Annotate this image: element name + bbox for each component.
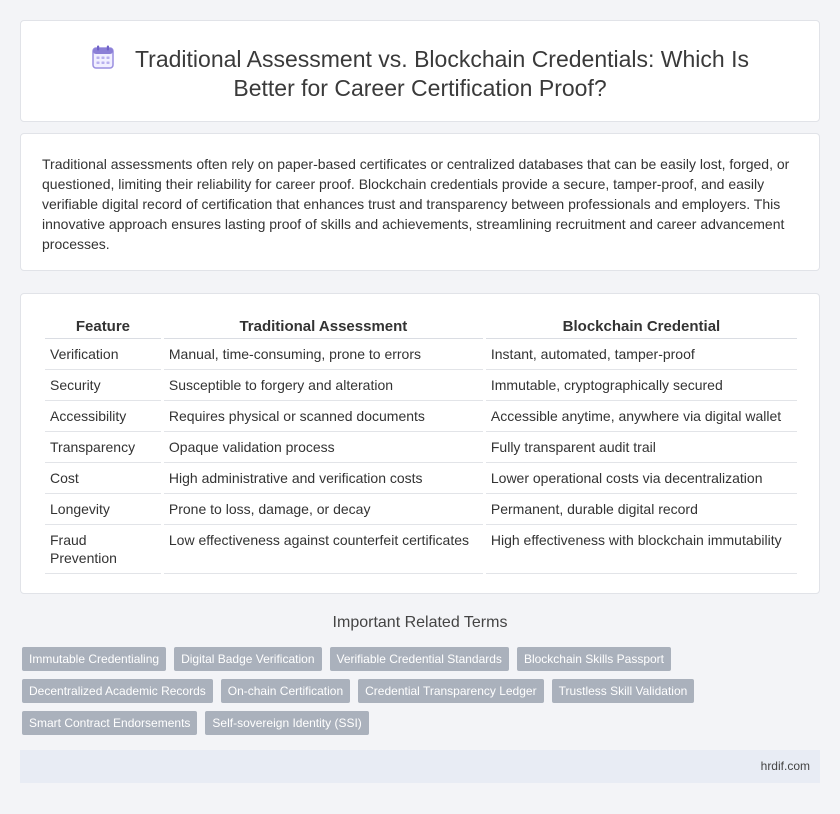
tag-decentralized-academic-records[interactable]: Decentralized Academic Records [22,679,213,703]
traditional-cell: Low effectiveness against counterfeit certificates [164,525,483,574]
blockchain-cell: Immutable, cryptographically secured [486,370,797,401]
footer-bar [20,750,820,783]
tag-on-chain-certification[interactable]: On-chain Certification [221,679,350,703]
traditional-cell: Manual, time-consuming, prone to errors [164,339,483,370]
feature-cell: Cost [45,463,161,494]
tag-smart-contract-endorsements[interactable]: Smart Contract Endorsements [22,711,197,735]
table-row [45,339,797,370]
header-feature: Feature [45,315,161,339]
tag-self-sovereign-identity[interactable]: Self-sovereign Identity (SSI) [205,711,368,735]
page-title [21,44,819,103]
footer-site-link[interactable]: hrdif.com [760,759,810,773]
related-terms-heading: Important Related Terms [332,614,508,631]
title-line-1: Traditional Assessment vs. Blockchain Credentials: Which Is [134,46,749,72]
table-row [45,525,797,574]
tag-trustless-skill-validation[interactable]: Trustless Skill Validation [552,679,695,703]
intro-paragraph: Traditional assessments often rely on paper-based certificates or centralized databases that can be easily lost, forged, or questioned, limiting their reliability for career proof. Blockchain credentials provide a secure, tamper-proof, and easily verifiable digital record of certification that enhances trust and transparency between professionals and employers. This innovative approach ensures lasting proof of skills and achievements, streamlining recruitment and career advancement processes. [42,156,790,252]
tag-verifiable-credential-standards[interactable]: Verifiable Credential Standards [330,647,509,671]
table-row [45,401,797,432]
feature-cell: Transparency [45,432,161,463]
table-row [45,494,797,525]
blockchain-cell: Permanent, durable digital record [486,494,797,525]
header-blockchain: Blockchain Credential [486,315,797,339]
table-row [45,370,797,401]
calendar-icon [91,44,115,70]
related-terms-list [22,647,802,735]
table-header-row [45,315,797,339]
feature-cell: Accessibility [45,401,161,432]
tag-blockchain-skills-passport[interactable]: Blockchain Skills Passport [517,647,671,671]
title-line-2: Better for Career Certification Proof? [233,75,607,101]
traditional-cell: High administrative and verification costs [164,463,483,494]
traditional-cell: Susceptible to forgery and alteration [164,370,483,401]
tag-immutable-credentialing[interactable]: Immutable Credentialing [22,647,166,671]
comparison-card [20,293,820,594]
blockchain-cell: Lower operational costs via decentralization [486,463,797,494]
traditional-cell: Requires physical or scanned documents [164,401,483,432]
traditional-cell: Prone to loss, damage, or decay [164,494,483,525]
title-card [20,20,820,122]
traditional-cell: Opaque validation process [164,432,483,463]
table-row [45,463,797,494]
feature-cell: Security [45,370,161,401]
blockchain-cell: Fully transparent audit trail [486,432,797,463]
comparison-table [42,315,800,574]
table-row [45,432,797,463]
blockchain-cell: Instant, automated, tamper-proof [486,339,797,370]
tag-credential-transparency-ledger[interactable]: Credential Transparency Ledger [358,679,543,703]
header-traditional: Traditional Assessment [164,315,483,339]
feature-cell: Fraud Prevention [45,525,161,574]
intro-card [20,133,820,271]
feature-cell: Verification [45,339,161,370]
blockchain-cell: Accessible anytime, anywhere via digital wallet [486,401,797,432]
feature-cell: Longevity [45,494,161,525]
tag-digital-badge-verification[interactable]: Digital Badge Verification [174,647,321,671]
blockchain-cell: High effectiveness with blockchain immutability [486,525,797,574]
